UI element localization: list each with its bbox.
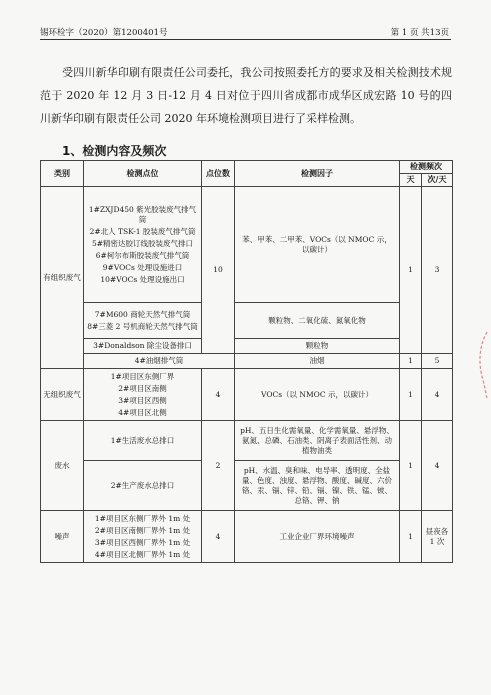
header-points: 检测点位 xyxy=(84,161,202,187)
points-organic-c: 3#Donaldson 除尘设备排口 xyxy=(84,339,202,354)
point-item: 4#项目区北侧 xyxy=(118,407,167,417)
point-item: 9#VOCs 处理设施进口 xyxy=(102,262,183,272)
factor-water-a: pH、五日生化需氧量、化学需氧量、悬浮物、氨氮、总磷、石油类、阴离子表面活性剂、动植物油类 xyxy=(235,421,400,461)
intro-text: 受四川新华印刷有限责任公司委托，我公司按照委托方的要求及相关检测技术规范于 2020 年 12 月 3 日-12 月 4 日对位于四川省成都市成华区成宏路 10 号的四川新华印刷有限责任公司 2020 年环境检测项目进行了采样检测。 xyxy=(40,66,452,125)
points-fugitive xyxy=(84,369,202,421)
detection-table xyxy=(40,160,453,563)
times-fugitive: 4 xyxy=(422,369,453,421)
days-noise: 1 xyxy=(400,511,422,563)
times-organic: 3 xyxy=(422,187,453,354)
page-number: 第 1 页 共13页 xyxy=(390,28,449,38)
point-item: 2#北人 TSK-1 胶装废气排气筒 xyxy=(89,226,196,236)
header-factors: 检测因子 xyxy=(235,161,400,187)
table-row xyxy=(41,303,453,339)
factor-organic-a: 苯、甲苯、二甲苯、VOCs（以 NMOC 示，以碳计） xyxy=(235,187,400,303)
point-water-b: 2#生产废水总排口 xyxy=(84,461,202,511)
factor-fugitive: VOCs（以 NMOC 示，以碳计） xyxy=(235,369,400,421)
seal-stamp-edge xyxy=(475,330,489,400)
points-organic-a xyxy=(84,187,202,303)
point-organic-d: 4#油烟排气筒 xyxy=(84,354,235,369)
days-organic: 1 xyxy=(400,187,422,354)
point-item: 7#M600 商轮天然气排气筒 xyxy=(94,309,191,319)
point-item: 2#项目区南侧厂界外 1m 处 xyxy=(94,525,191,535)
section-title: 1、检测内容及频次 xyxy=(62,144,167,158)
category-fugitive: 无组织废气 xyxy=(41,369,84,421)
table-row xyxy=(41,461,453,511)
factor-organic-c: 颗粒物 xyxy=(235,339,400,354)
count-noise: 4 xyxy=(202,511,235,563)
point-item: 1#项目区东侧厂界外 1m 处 xyxy=(94,513,191,523)
point-item: 4#项目区北侧厂界外 1m 处 xyxy=(94,549,191,559)
intro-paragraph xyxy=(40,61,452,130)
count-water: 2 xyxy=(202,421,235,511)
table-row xyxy=(41,369,453,421)
point-item: 6#柯尔布斯胶装废气排气筒 xyxy=(95,250,190,260)
point-item: 1#ZXJD450 紫光胶装废气排气筒 xyxy=(88,204,197,224)
report-number: 锡环检字（2020）第1200401号 xyxy=(40,28,168,38)
point-item: 3#项目区西侧 xyxy=(118,395,167,405)
count-fugitive: 4 xyxy=(202,369,235,421)
category-water: 废水 xyxy=(41,421,84,511)
header-days: 天 xyxy=(400,174,422,187)
header-frequency: 检测频次 xyxy=(400,161,453,174)
times-noise: 昼夜各 1 次 xyxy=(422,511,453,563)
factor-organic-d: 油烟 xyxy=(235,354,400,369)
table-row xyxy=(41,339,453,354)
days-organic-d: 1 xyxy=(400,354,422,369)
points-organic-b xyxy=(84,303,202,339)
point-water-a: 1#生活废水总排口 xyxy=(84,421,202,461)
header-category: 类别 xyxy=(41,161,84,187)
factor-organic-b: 颗粒物、二氧化硫、氮氧化物 xyxy=(235,303,400,339)
factor-noise: 工业企业厂界环境噪声 xyxy=(235,511,400,563)
point-item: 2#项目区南侧 xyxy=(118,383,167,393)
category-organic: 有组织废气 xyxy=(41,187,84,369)
point-item: 8#三菱 2 号机商轮天然气排气筒 xyxy=(87,321,198,331)
days-fugitive: 1 xyxy=(400,369,422,421)
days-water: 1 xyxy=(400,421,422,511)
header-rule xyxy=(40,39,451,40)
point-item: 10#VOCs 处理设施出口 xyxy=(100,274,185,284)
category-noise: 噪声 xyxy=(41,511,84,563)
points-noise xyxy=(84,511,202,563)
count-organic: 10 xyxy=(202,187,235,354)
point-item: 3#项目区西侧厂界外 1m 处 xyxy=(94,537,191,547)
table-row xyxy=(41,421,453,461)
table-header-row xyxy=(41,161,453,174)
table-row xyxy=(41,187,453,303)
point-item: 5#精密达胶订线胶装废气排口 xyxy=(91,238,194,248)
table-row xyxy=(41,511,453,563)
times-water: 4 xyxy=(422,421,453,511)
table-row xyxy=(41,354,453,369)
times-organic-d: 5 xyxy=(422,354,453,369)
factor-water-b: pH、水温、臭和味、电导率、透明度、全盐量、色度、浊度、悬浮物、酸度、碱度、六价铬、汞、镉、锌、铅、镉、镍、铁、锰、铍、总铬、钾、钠 xyxy=(235,461,400,511)
header-count: 点位数 xyxy=(202,161,235,187)
header-times: 次/天 xyxy=(422,174,453,187)
point-item: 1#项目区东侧厂界 xyxy=(110,371,175,381)
